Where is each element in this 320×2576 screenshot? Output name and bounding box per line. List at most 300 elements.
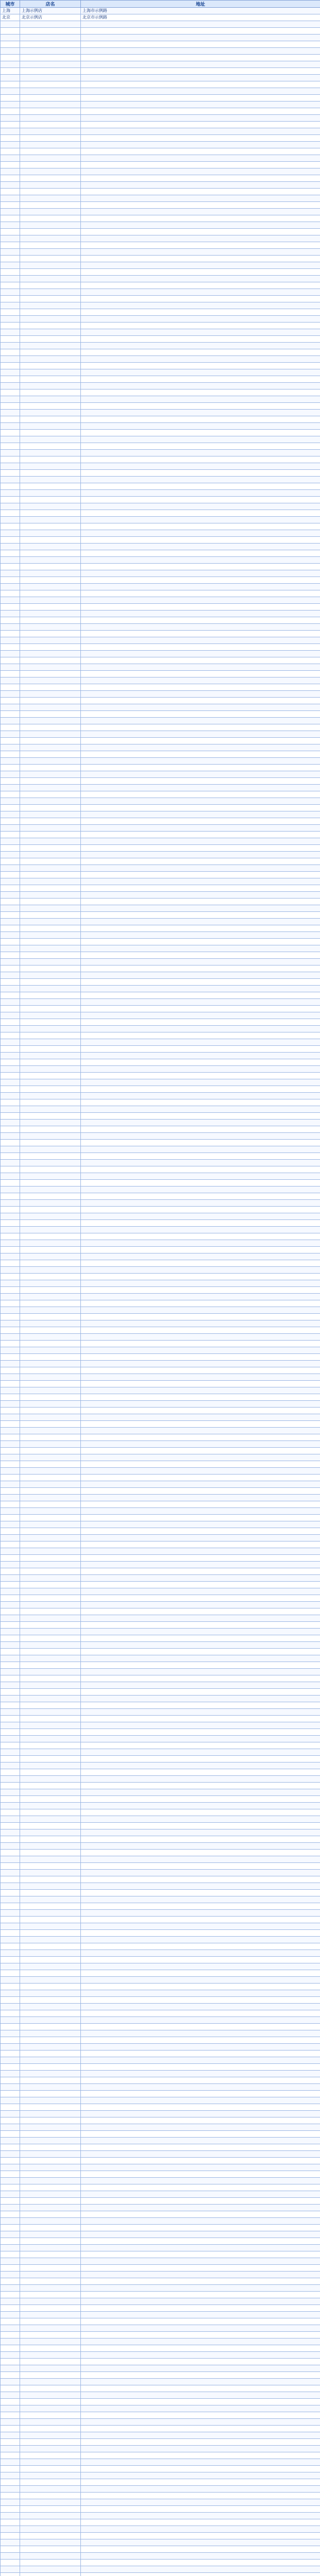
table-row xyxy=(1,182,320,189)
city-cell xyxy=(1,2131,20,2138)
table-row xyxy=(1,436,320,443)
city-cell xyxy=(1,965,20,972)
address-cell xyxy=(81,1381,320,1387)
store-name-cell xyxy=(20,765,81,771)
store-name-cell xyxy=(20,1066,81,1073)
address-cell xyxy=(81,470,320,477)
city-cell xyxy=(1,2405,20,2412)
address-cell xyxy=(81,2164,320,2171)
city-cell xyxy=(1,912,20,919)
table-row xyxy=(1,1247,320,1253)
city-cell xyxy=(1,2539,20,2546)
table-row xyxy=(1,2218,320,2225)
address-cell xyxy=(81,2131,320,2138)
city-cell xyxy=(1,1032,20,1039)
city-cell xyxy=(1,1809,20,1816)
store-name-cell xyxy=(20,1227,81,1233)
table-row xyxy=(1,1106,320,1113)
city-cell xyxy=(1,2419,20,2426)
store-name-cell xyxy=(20,2251,81,2258)
address-cell xyxy=(81,490,320,497)
address-cell xyxy=(81,771,320,778)
table-row xyxy=(1,2057,320,2064)
address-cell xyxy=(81,497,320,503)
table-row xyxy=(1,1568,320,1575)
table-row xyxy=(1,992,320,999)
address-cell xyxy=(81,1702,320,1709)
city-cell xyxy=(1,2024,20,2030)
table-row xyxy=(1,2198,320,2205)
address-cell xyxy=(81,1568,320,1575)
table-row xyxy=(1,972,320,979)
city-cell xyxy=(1,2560,20,2566)
address-cell xyxy=(81,1341,320,1347)
table-row xyxy=(1,1649,320,1655)
store-name-cell xyxy=(20,128,81,135)
city-cell xyxy=(1,1073,20,1079)
city-cell xyxy=(1,1622,20,1629)
address-cell xyxy=(81,363,320,369)
table-row xyxy=(1,256,320,262)
city-cell xyxy=(1,684,20,691)
address-cell xyxy=(81,2151,320,2158)
city-cell xyxy=(1,537,20,544)
city-cell xyxy=(1,1113,20,1120)
store-name-cell xyxy=(20,2231,81,2238)
table-row xyxy=(1,1468,320,1475)
city-cell xyxy=(1,1347,20,1354)
city-cell xyxy=(1,2198,20,2205)
city-cell xyxy=(1,852,20,858)
city-cell xyxy=(1,1997,20,2004)
table-row xyxy=(1,1608,320,1615)
store-name-cell xyxy=(20,644,81,651)
city-cell xyxy=(1,557,20,564)
table-row xyxy=(1,1361,320,1367)
store-name-cell xyxy=(20,463,81,470)
address-cell xyxy=(81,1327,320,1334)
city-cell xyxy=(1,1588,20,1595)
city-cell xyxy=(1,48,20,55)
table-row xyxy=(1,2332,320,2338)
city-cell xyxy=(1,972,20,979)
address-cell xyxy=(81,1019,320,1026)
table-row xyxy=(1,2345,320,2352)
table-row xyxy=(1,912,320,919)
address-cell xyxy=(81,2238,320,2245)
address-cell xyxy=(81,1113,320,1120)
city-cell xyxy=(1,2546,20,2553)
name-column-header: 店名 xyxy=(20,1,81,8)
table-row xyxy=(1,1166,320,1173)
table-row xyxy=(1,2097,320,2104)
store-name-cell xyxy=(20,2191,81,2198)
address-cell xyxy=(81,1495,320,1501)
store-name-cell xyxy=(20,2044,81,2050)
city-cell xyxy=(1,698,20,704)
address-cell xyxy=(81,2486,320,2493)
table-row xyxy=(1,2573,320,2576)
table-row xyxy=(1,1347,320,1354)
address-cell xyxy=(81,1776,320,1783)
store-name-cell xyxy=(20,1026,81,1032)
city-cell xyxy=(1,1575,20,1582)
table-row xyxy=(1,1448,320,1454)
store-name-cell xyxy=(20,1957,81,1963)
city-cell xyxy=(1,222,20,229)
address-cell xyxy=(81,523,320,530)
store-name-cell xyxy=(20,892,81,899)
store-name-cell xyxy=(20,751,81,758)
address-cell xyxy=(81,1829,320,1836)
store-name-cell xyxy=(20,1562,81,1568)
address-cell xyxy=(81,2338,320,2345)
store-name-cell xyxy=(20,637,81,644)
table-row xyxy=(1,2245,320,2251)
city-cell xyxy=(1,2519,20,2526)
address-cell xyxy=(81,1742,320,1749)
address-cell xyxy=(81,1146,320,1153)
table-row xyxy=(1,2419,320,2426)
city-cell xyxy=(1,2399,20,2405)
store-name-cell xyxy=(20,142,81,148)
store-name-cell xyxy=(20,1233,81,1240)
table-row xyxy=(1,517,320,523)
table-row xyxy=(1,1769,320,1776)
table-row xyxy=(1,309,320,316)
address-cell xyxy=(81,2097,320,2104)
store-name-cell xyxy=(20,122,81,128)
city-cell xyxy=(1,1374,20,1381)
address-cell xyxy=(81,155,320,162)
table-row xyxy=(1,2526,320,2533)
store-name-cell xyxy=(20,523,81,530)
address-cell xyxy=(81,1160,320,1166)
city-cell xyxy=(1,1957,20,1963)
store-name-cell xyxy=(20,972,81,979)
store-name-cell xyxy=(20,1635,81,1642)
store-name-cell xyxy=(20,2258,81,2265)
store-name-cell xyxy=(20,1548,81,1555)
table-row xyxy=(1,771,320,778)
city-cell xyxy=(1,356,20,363)
store-name-cell xyxy=(20,249,81,256)
city-cell xyxy=(1,845,20,852)
table-row xyxy=(1,2037,320,2044)
address-cell xyxy=(81,825,320,832)
address-cell xyxy=(81,1314,320,1320)
store-name-cell xyxy=(20,711,81,718)
table-row xyxy=(1,403,320,410)
store-name-cell xyxy=(20,477,81,483)
address-cell xyxy=(81,450,320,456)
city-cell xyxy=(1,1669,20,1675)
city-cell xyxy=(1,2352,20,2359)
store-name-cell xyxy=(20,517,81,523)
city-cell xyxy=(1,1012,20,1019)
address-cell xyxy=(81,959,320,965)
table-row xyxy=(1,1809,320,1816)
table-row xyxy=(1,2432,320,2439)
address-cell xyxy=(81,1515,320,1521)
city-cell xyxy=(1,811,20,818)
city-cell xyxy=(1,2258,20,2265)
store-name-cell xyxy=(20,1716,81,1722)
address-cell xyxy=(81,2111,320,2117)
store-name-cell xyxy=(20,262,81,269)
store-name-cell xyxy=(20,2359,81,2365)
store-name-cell xyxy=(20,1039,81,1046)
address-cell xyxy=(81,1615,320,1622)
store-name-cell xyxy=(20,2151,81,2158)
store-name-cell xyxy=(20,2164,81,2171)
address-cell xyxy=(81,316,320,323)
city-cell xyxy=(1,1970,20,1977)
address-cell xyxy=(81,1722,320,1729)
city-cell xyxy=(1,1294,20,1300)
store-name-cell xyxy=(20,1555,81,1562)
store-name-cell xyxy=(20,95,81,101)
store-name-cell xyxy=(20,1387,81,1394)
address-cell xyxy=(81,1783,320,1789)
address-cell xyxy=(81,229,320,235)
address-cell xyxy=(81,1535,320,1541)
table-row xyxy=(1,2151,320,2158)
store-name-cell xyxy=(20,805,81,811)
city-cell xyxy=(1,1441,20,1448)
table-row xyxy=(1,269,320,276)
city-cell xyxy=(1,1950,20,1957)
table-row xyxy=(1,1461,320,1468)
store-name-cell xyxy=(20,2124,81,2131)
store-name-cell xyxy=(20,999,81,1006)
store-name-cell xyxy=(20,811,81,818)
city-cell xyxy=(1,61,20,68)
address-cell xyxy=(81,1608,320,1615)
city-cell xyxy=(1,1816,20,1823)
table-row xyxy=(1,1220,320,1227)
table-row xyxy=(1,564,320,570)
store-name-cell xyxy=(20,356,81,363)
address-cell xyxy=(81,1039,320,1046)
store-name-cell xyxy=(20,2064,81,2071)
table-row xyxy=(1,1675,320,1682)
city-cell xyxy=(1,1823,20,1829)
table-row xyxy=(1,550,320,557)
store-name-cell xyxy=(20,35,81,41)
city-cell xyxy=(1,644,20,651)
table-row xyxy=(1,738,320,744)
table-row xyxy=(1,1615,320,1622)
city-cell xyxy=(1,95,20,101)
store-name-cell xyxy=(20,2446,81,2452)
store-name-cell xyxy=(20,1421,81,1428)
address-cell xyxy=(81,1642,320,1649)
store-name-cell xyxy=(20,1374,81,1381)
city-cell xyxy=(1,1093,20,1099)
table-row xyxy=(1,999,320,1006)
city-cell xyxy=(1,410,20,416)
store-name-cell xyxy=(20,1742,81,1749)
table-row xyxy=(1,758,320,765)
store-name-cell xyxy=(20,1655,81,1662)
address-cell xyxy=(81,2004,320,2010)
table-row xyxy=(1,952,320,959)
address-cell xyxy=(81,456,320,463)
address-cell xyxy=(81,336,320,343)
city-cell xyxy=(1,604,20,611)
store-name-cell xyxy=(20,1454,81,1461)
city-cell xyxy=(1,1160,20,1166)
city-cell xyxy=(1,651,20,657)
store-name-cell xyxy=(20,1709,81,1716)
table-row xyxy=(1,1260,320,1267)
address-cell xyxy=(81,1789,320,1796)
table-row xyxy=(1,2265,320,2272)
table-row xyxy=(1,2004,320,2010)
city-cell xyxy=(1,276,20,282)
address-cell xyxy=(81,818,320,825)
city-cell xyxy=(1,2513,20,2519)
table-row xyxy=(1,1970,320,1977)
city-cell: 北京 xyxy=(1,14,20,21)
store-name-cell xyxy=(20,209,81,215)
city-cell xyxy=(1,1508,20,1515)
table-row xyxy=(1,1562,320,1568)
table-row xyxy=(1,798,320,805)
address-cell xyxy=(81,309,320,316)
address-cell xyxy=(81,2325,320,2332)
store-name-cell xyxy=(20,1200,81,1207)
store-name-cell xyxy=(20,1588,81,1595)
city-cell xyxy=(1,2238,20,2245)
city-cell xyxy=(1,1930,20,1937)
address-cell xyxy=(81,1963,320,1970)
store-name-cell xyxy=(20,2432,81,2439)
store-name-cell xyxy=(20,818,81,825)
store-name-cell xyxy=(20,2017,81,2024)
city-cell xyxy=(1,2486,20,2493)
store-name-cell xyxy=(20,48,81,55)
city-cell xyxy=(1,450,20,456)
store-name-cell xyxy=(20,537,81,544)
city-cell xyxy=(1,148,20,155)
table-row xyxy=(1,122,320,128)
table-row xyxy=(1,148,320,155)
city-cell xyxy=(1,416,20,423)
city-cell xyxy=(1,925,20,932)
address-cell xyxy=(81,1448,320,1454)
address-cell xyxy=(81,1823,320,1829)
store-name-cell xyxy=(20,403,81,410)
store-name-cell xyxy=(20,1314,81,1320)
store-name-cell xyxy=(20,1046,81,1053)
city-cell xyxy=(1,1876,20,1883)
city-cell xyxy=(1,731,20,738)
table-row xyxy=(1,1756,320,1762)
city-cell xyxy=(1,2439,20,2446)
city-cell xyxy=(1,1675,20,1682)
table-row xyxy=(1,731,320,738)
table-row xyxy=(1,651,320,657)
table-row xyxy=(1,2158,320,2164)
address-cell xyxy=(81,986,320,992)
city-cell xyxy=(1,2338,20,2345)
table-row xyxy=(1,2298,320,2305)
table-row xyxy=(1,68,320,75)
city-cell xyxy=(1,832,20,838)
store-name-cell xyxy=(20,2091,81,2097)
city-cell xyxy=(1,1086,20,1093)
store-name-cell xyxy=(20,363,81,369)
table-row xyxy=(1,1019,320,1026)
city-cell xyxy=(1,899,20,905)
address-cell xyxy=(81,1816,320,1823)
store-name-cell xyxy=(20,1595,81,1602)
table-row xyxy=(1,1937,320,1943)
city-cell xyxy=(1,510,20,517)
table-row xyxy=(1,523,320,530)
city-cell xyxy=(1,577,20,584)
city-cell xyxy=(1,1635,20,1642)
table-row xyxy=(1,2272,320,2278)
city-cell xyxy=(1,2305,20,2312)
table-row xyxy=(1,1696,320,1702)
city-cell xyxy=(1,336,20,343)
table-row xyxy=(1,671,320,677)
address-cell xyxy=(81,215,320,222)
city-cell xyxy=(1,2272,20,2278)
store-name-cell xyxy=(20,932,81,939)
table-row xyxy=(1,81,320,88)
address-cell xyxy=(81,2292,320,2298)
address-cell xyxy=(81,443,320,450)
table-row xyxy=(1,1207,320,1213)
table-row xyxy=(1,2365,320,2372)
store-name-cell xyxy=(20,1729,81,1736)
store-name-cell xyxy=(20,878,81,885)
city-cell xyxy=(1,2191,20,2198)
address-cell xyxy=(81,2533,320,2539)
address-cell xyxy=(81,1803,320,1809)
store-name-cell xyxy=(20,2385,81,2392)
store-name-cell xyxy=(20,2338,81,2345)
city-cell xyxy=(1,1783,20,1789)
address-cell xyxy=(81,1990,320,1997)
address-cell xyxy=(81,744,320,751)
store-name-cell xyxy=(20,1896,81,1903)
table-row xyxy=(1,323,320,329)
city-cell xyxy=(1,229,20,235)
city-cell xyxy=(1,718,20,724)
header-row xyxy=(1,1,320,8)
address-cell xyxy=(81,517,320,523)
address-cell xyxy=(81,423,320,430)
city-cell xyxy=(1,2225,20,2231)
city-cell xyxy=(1,2231,20,2238)
table-row xyxy=(1,1716,320,1722)
city-cell xyxy=(1,2050,20,2057)
table-row xyxy=(1,28,320,35)
city-column-header: 城市 xyxy=(1,1,20,8)
store-name-cell xyxy=(20,1984,81,1990)
store-name-cell xyxy=(20,2278,81,2285)
table-row xyxy=(1,209,320,215)
table-row xyxy=(1,2010,320,2017)
table-row xyxy=(1,1320,320,1327)
city-cell xyxy=(1,818,20,825)
store-name-cell xyxy=(20,1528,81,1535)
